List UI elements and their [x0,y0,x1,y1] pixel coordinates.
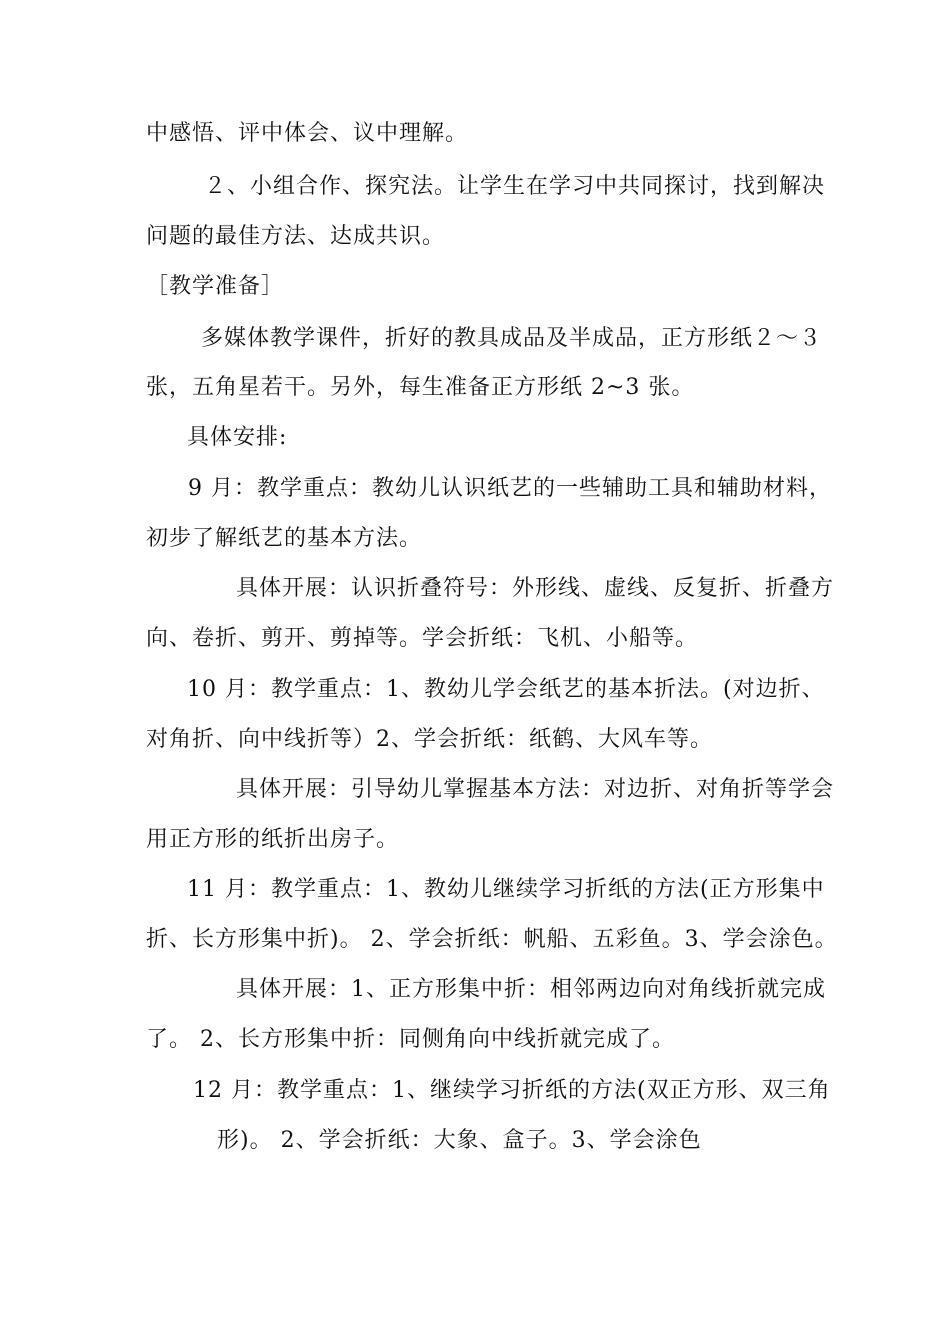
text-line: 11 月：教学重点：1、教幼儿继续学习折纸的方法(正方形集中 [187,877,825,902]
text-line: 9 月：教学重点：教幼儿认识纸艺的一些辅助工具和辅助材料， [188,476,832,501]
text-line: 具体开展：引导幼儿掌握基本方法：对边折、对角折等学会 [236,777,835,802]
text-line: 问题的最佳方法、达成共识。 [146,224,446,249]
text-line: 初步了解纸艺的基本方法。 [146,526,423,551]
text-line: 多媒体教学课件，折好的教具成品及半成品，正方形纸２～３ [201,326,823,351]
text-line: 中感悟、评中体会、议中理解。 [146,121,469,146]
text-line: 具体开展：1、正方形集中折：相邻两边向对角线折就完成 [236,977,826,1002]
text-line: 10 月：教学重点：1、教幼儿学会纸艺的基本折法。(对边折、 [187,677,825,702]
section-heading: ［教学准备］ [146,274,285,299]
text-line: 形)。 2、学会折纸：大象、盒子。3、学会涂色 [217,1128,702,1153]
text-line: 具体开展：认识折叠符号：外形线、虚线、反复折、折叠方 [236,576,835,601]
text-line: 对角折、向中线折等）2、学会折纸：纸鹤、大风车等。 [146,727,713,752]
text-line: 向、卷折、剪开、剪掉等。学会折纸：飞机、小船等。 [146,626,699,651]
text-line: 12 月：教学重点：1、继续学习折纸的方法(双正方形、双三角 [193,1078,831,1103]
text-line: ２、小组合作、探究法。让学生在学习中共同探讨，找到解决 [204,174,826,199]
text-line: 了。 2、长方形集中折：同侧角向中线折就完成了。 [146,1027,675,1052]
text-line: 折、长方形集中折)。 2、学会折纸：帆船、五彩鱼。3、学会涂色。 [146,927,838,952]
subheading: 具体安排: [187,425,288,450]
text-line: 张，五角星若干。另外，每生准备正方形纸 2~3 张。 [146,375,695,400]
text-line: 用正方形的纸折出房子。 [146,827,400,852]
